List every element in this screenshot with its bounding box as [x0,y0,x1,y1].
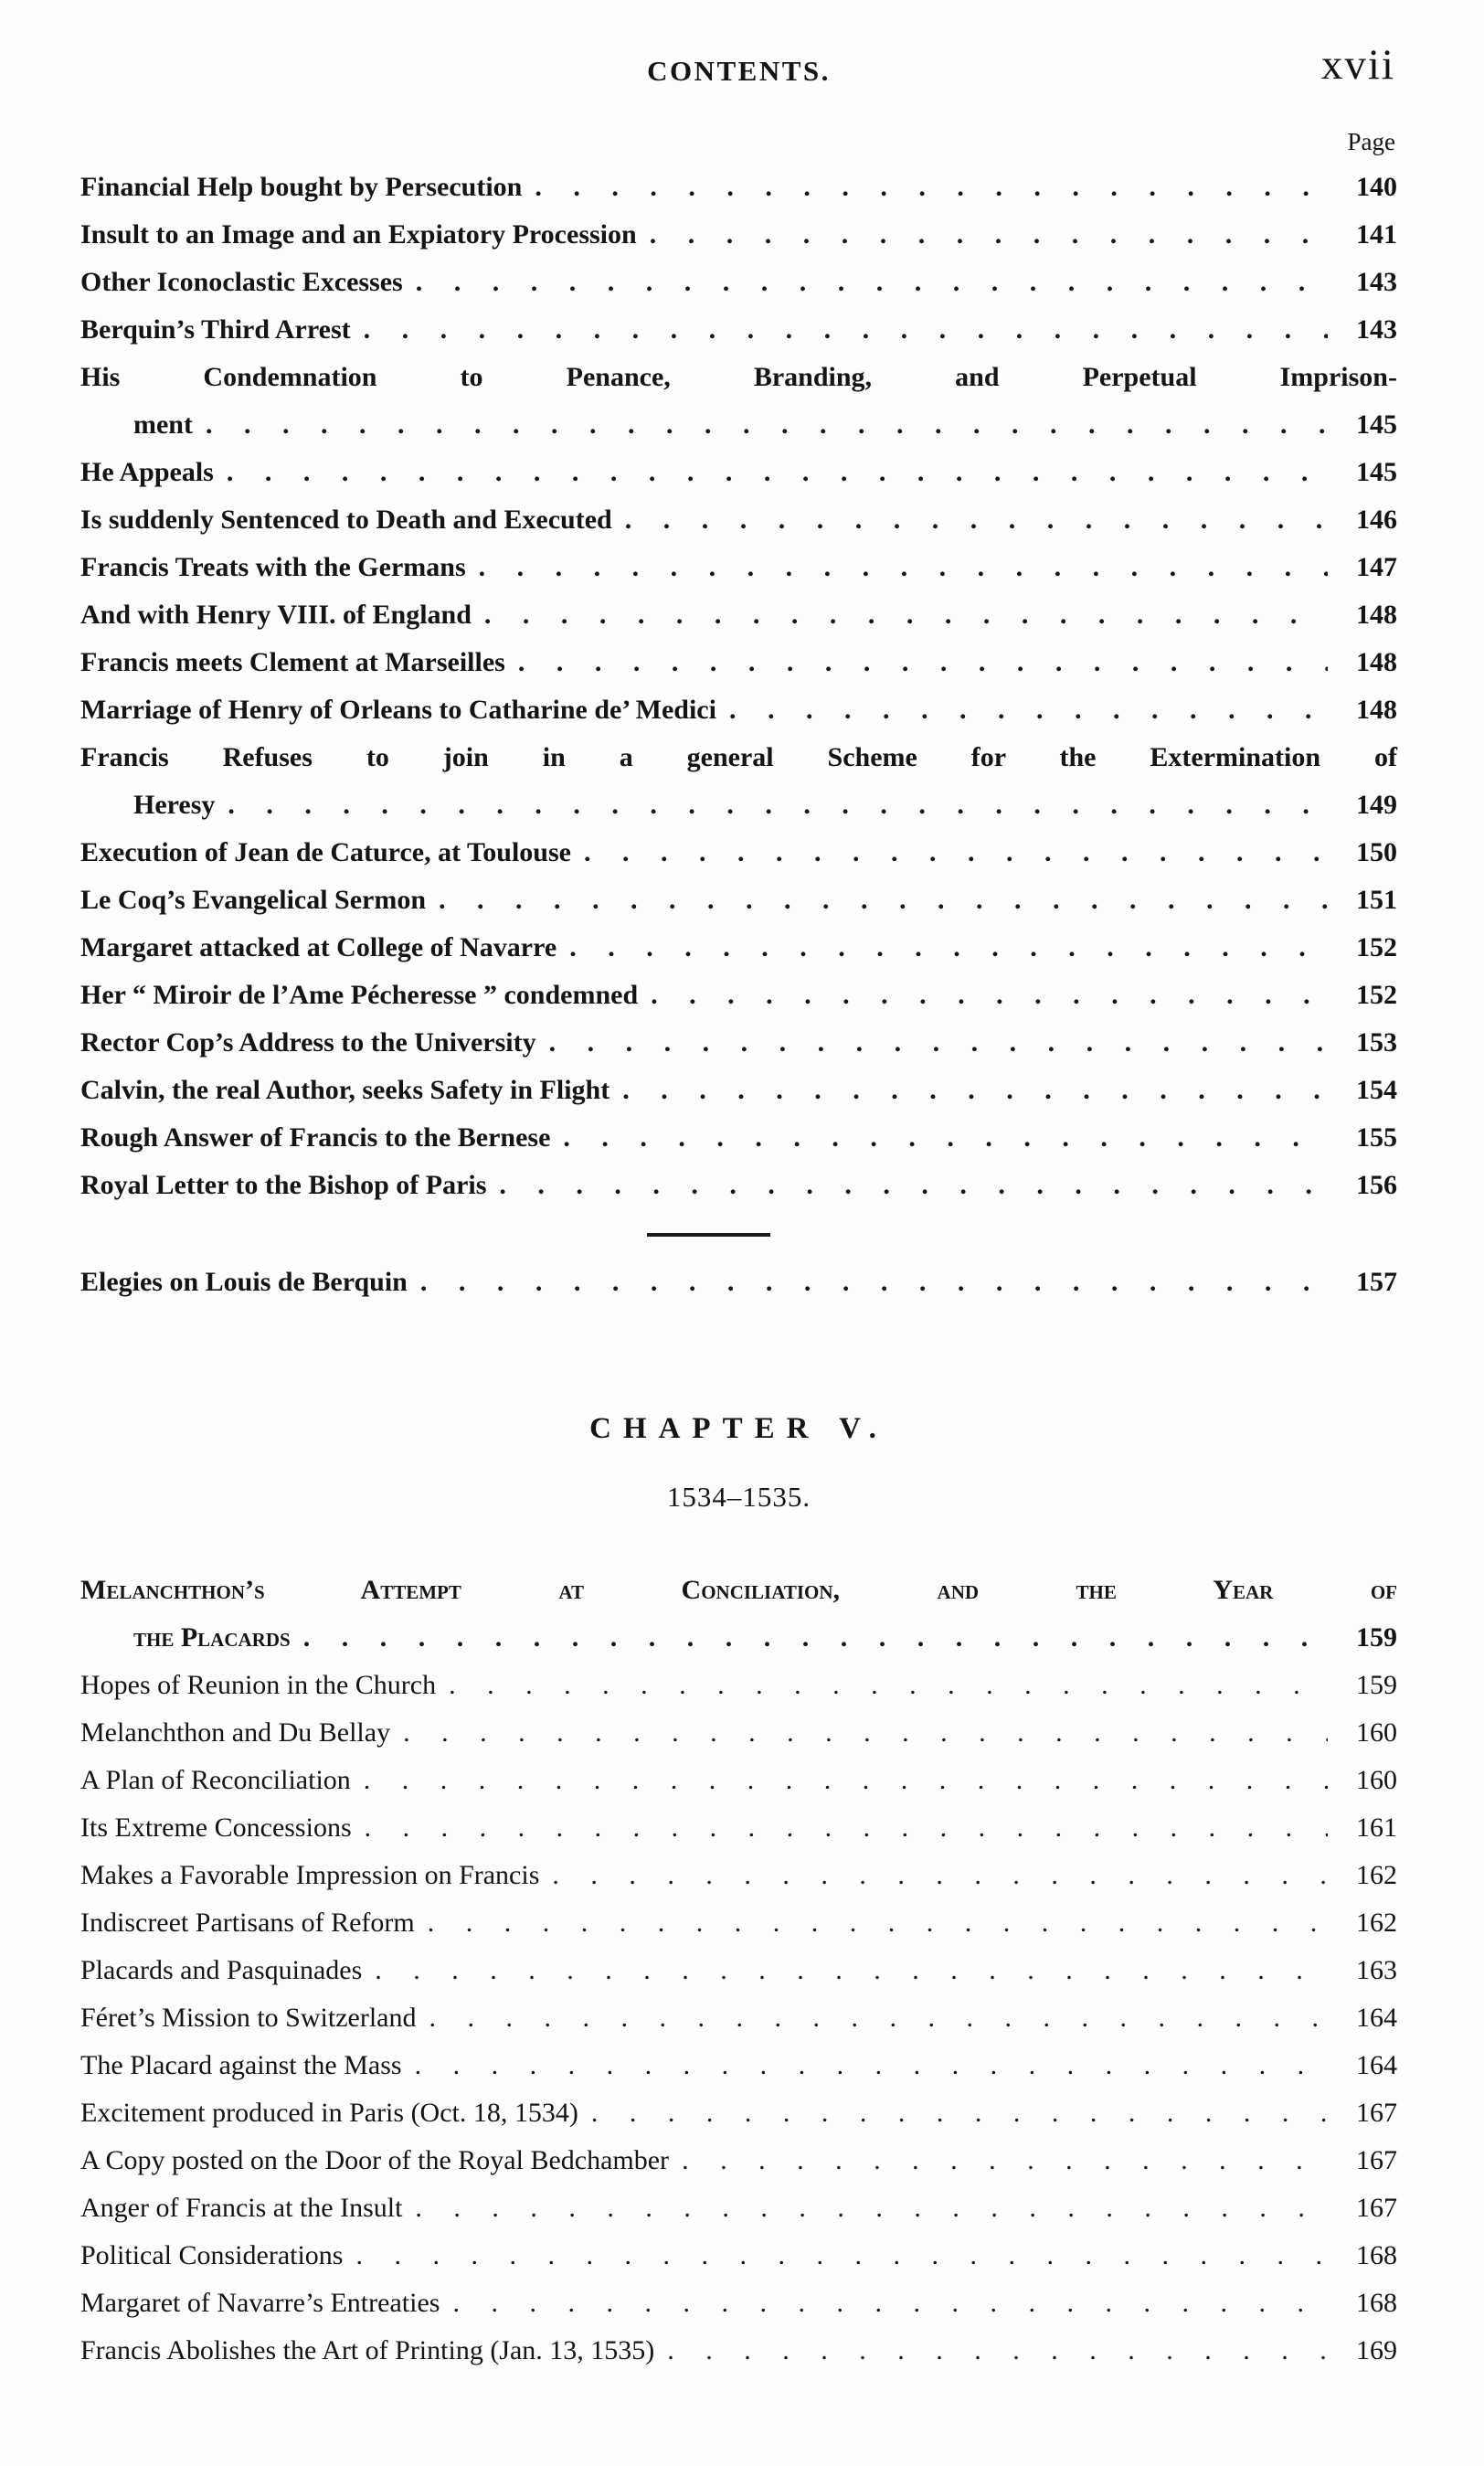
toc-entry-page: 159 [1356,1622,1397,1653]
dot-leader [539,1852,1328,1899]
toc-entry-row [80,449,1397,496]
toc-entry-text: A Plan of Reconciliation [80,1765,351,1795]
toc-entry-page: 149 [1356,790,1397,820]
toc-entry-row [80,1994,1397,2042]
toc-entry-page: 168 [1356,2288,1397,2318]
toc-entry-wrapped-line: Melanchthon’s Attempt at Conciliation, and the Year of [80,1575,1397,1605]
toc-entry-page: 145 [1356,409,1397,440]
dot-leader [402,2042,1328,2089]
toc-entry-page: 161 [1356,1812,1397,1843]
toc-entry-row [80,1947,1397,1994]
toc-entry-text: Francis meets Clement at Marseilles [80,647,505,677]
toc-entry-row [80,1259,1397,1306]
toc-entry-page: 148 [1356,695,1397,725]
page-column-label: Page [1347,128,1395,155]
dot-leader [440,2280,1328,2327]
toc-entry-page: 167 [1356,2098,1397,2128]
toc-entry-text: Le Coq’s Evangelical Sermon [80,885,427,915]
toc-entry-row [80,1804,1397,1852]
toc-entry-text: Calvin, the real Author, seeks Safety in Flight [80,1075,610,1105]
toc-entry-row [80,2184,1397,2232]
toc-entry-row [80,1614,1397,1662]
contents-title: CONTENTS. [647,55,831,87]
dot-leader [610,1067,1328,1114]
toc-entry-row [80,1019,1397,1067]
toc-entry-text: Is suddenly Sentenced to Death and Executed [80,505,612,535]
dot-leader [390,1709,1328,1757]
toc-section-chapter-5 [80,1567,1397,2375]
toc-entry-page: 152 [1356,980,1397,1010]
toc-entry-page: 145 [1356,457,1397,487]
toc-entry-page: 160 [1356,1765,1397,1795]
dot-leader [351,306,1328,354]
dot-leader [612,496,1328,544]
dot-leader [716,686,1328,734]
toc-entry-row [80,1852,1397,1899]
toc-entry-page: 162 [1356,1860,1397,1890]
toc-entry-text: Indiscreet Partisans of Reform [80,1908,415,1938]
dot-leader [193,401,1328,449]
dot-leader [536,1019,1328,1067]
dot-leader [637,211,1328,259]
toc-entry-text: Execution of Jean de Caturce, at Toulouse [80,837,571,867]
toc-entry-page: 147 [1356,552,1397,582]
dot-leader [472,591,1328,639]
toc-entry-page: 156 [1356,1170,1397,1200]
toc-entry-row [80,1114,1397,1162]
toc-entry-page: 163 [1356,1955,1397,1985]
dot-leader [556,924,1328,972]
dot-leader [352,1804,1328,1852]
toc-entry-row [80,211,1397,259]
toc-entry-text: Melanchthon and Du Bellay [80,1717,391,1748]
chapter-five-dates: 1534–1535. [666,1481,811,1513]
toc-entry-row [80,2280,1397,2327]
dot-leader [654,2327,1328,2375]
dot-leader [522,164,1328,211]
toc-entry-text: And with Henry VIII. of England [80,600,472,630]
toc-entry-text: Rough Answer of Francis to the Bernese [80,1122,551,1153]
toc-entry-row [80,2042,1397,2089]
dot-leader [466,544,1328,591]
chapter-five-heading: CHAPTER V. [589,1412,888,1445]
toc-entry-text: Anger of Francis at the Insult [80,2193,403,2223]
toc-entry-text: Francis Abolishes the Art of Printing (Jan. 13, 1535) [80,2335,655,2365]
dot-leader [403,259,1328,306]
dot-leader [486,1162,1328,1209]
toc-entry-row [80,2089,1397,2137]
toc-entry-text: Placards and Pasquinades [80,1955,363,1985]
toc-entry-text: Royal Letter to the Bishop of Paris [80,1170,487,1200]
toc-entry-row [80,781,1397,829]
toc-entry-text: Insult to an Image and an Expiatory Procession [80,219,637,250]
toc-entry-page: 143 [1356,314,1397,345]
toc-entry-text: Elegies on Louis de Berquin [80,1267,408,1297]
toc-entry-page: 154 [1356,1075,1397,1105]
toc-entry-text: the Placards [133,1622,291,1653]
toc-entry-text: Marriage of Henry of Orleans to Catharine de’ Medici [80,695,716,725]
toc-entry-text: Francis Treats with the Germans [80,552,466,582]
dot-leader [402,2184,1328,2232]
toc-entry-row [80,259,1397,306]
dot-leader [436,1662,1328,1709]
toc-entry-page: 159 [1356,1670,1397,1700]
toc-entry-row [80,639,1397,686]
toc-entry-page: 153 [1356,1027,1397,1058]
toc-entry-page: 167 [1356,2145,1397,2175]
dot-leader [571,829,1328,877]
toc-entry-row [80,686,1397,734]
dot-leader [416,1994,1328,2042]
dot-leader [343,2232,1328,2280]
dot-leader [669,2137,1328,2184]
toc-entry-row [80,1067,1397,1114]
toc-entry-text: Her “ Miroir de l’Ame Pécheresse ” condemned [80,980,639,1010]
dot-leader [415,1899,1328,1947]
toc-entry-text: Its Extreme Concessions [80,1812,352,1843]
toc-entry-page: 160 [1356,1717,1397,1748]
toc-entry-row [80,2137,1397,2184]
toc-entry-text: Other Iconoclastic Excesses [80,267,403,297]
toc-entry-text: Margaret attacked at College of Navarre [80,932,557,962]
dot-leader [215,781,1328,829]
folio-number: xvii [1320,41,1395,89]
toc-entry-text: Margaret of Navarre’s Entreaties [80,2288,440,2318]
toc-entry-row [80,591,1397,639]
toc-entry-row [80,164,1397,211]
toc-entry-row [80,401,1397,449]
toc-entry-wrapped-line: His Condemnation to Penance, Branding, and Perpetual Imprison- [80,362,1397,392]
toc-entry-text: The Placard against the Mass [80,2050,402,2080]
toc-entry-page: 157 [1356,1267,1397,1297]
dot-leader [505,639,1328,686]
toc-entry-text: He Appeals [80,457,214,487]
toc-entry-row [80,1757,1397,1804]
toc-entry-page: 164 [1356,2050,1397,2080]
toc-entry-page: 148 [1356,647,1397,677]
toc-entry-row [80,1162,1397,1209]
toc-entry-text: Makes a Favorable Impression on Francis [80,1860,540,1890]
toc-entry-page: 141 [1356,219,1397,250]
toc-entry-page: 164 [1356,2003,1397,2033]
toc-entry-page: 155 [1356,1122,1397,1153]
toc-entry-page: 143 [1356,267,1397,297]
toc-entry-page: 140 [1356,172,1397,202]
dot-leader [362,1947,1328,1994]
toc-entry-page: 151 [1356,885,1397,915]
dot-leader [578,2089,1328,2137]
toc-section-chapter-4-post-rule [80,1259,1397,1306]
toc-entry-row [80,972,1397,1019]
toc-entry-wrapped-line: Francis Refuses to join in a general Scheme for the Extermination of [80,742,1397,772]
toc-entry-text: Excitement produced in Paris (Oct. 18, 1534) [80,2098,578,2128]
toc-entry-row [80,1709,1397,1757]
toc-entry-row [80,877,1397,924]
toc-entry-text: A Copy posted on the Door of the Royal Bedchamber [80,2145,670,2175]
dot-leader [351,1757,1328,1804]
toc-entry-text: Hopes of Reunion in the Church [80,1670,437,1700]
dot-leader [638,972,1328,1019]
dot-leader [408,1259,1328,1306]
toc-entry-page: 169 [1356,2335,1397,2365]
toc-entry-row [80,306,1397,354]
toc-entry-page: 167 [1356,2193,1397,2223]
toc-entry-page: 168 [1356,2240,1397,2270]
toc-entry-row [80,496,1397,544]
toc-entry-row [80,2327,1397,2375]
dot-leader [550,1114,1328,1162]
dot-leader [291,1614,1328,1662]
toc-entry-page: 162 [1356,1908,1397,1938]
toc-entry-row [80,1899,1397,1947]
dot-leader [214,449,1328,496]
toc-entry-page: 152 [1356,932,1397,962]
dot-leader [426,877,1328,924]
toc-entry-page: 148 [1356,600,1397,630]
toc-entry-row [80,544,1397,591]
toc-entry-text: Féret’s Mission to Switzerland [80,2003,417,2033]
toc-entry-page: 146 [1356,505,1397,535]
toc-entry-row [80,1662,1397,1709]
toc-entry-text: Political Considerations [80,2240,344,2270]
toc-entry-row [80,2232,1397,2280]
toc-entry-text: Rector Cop’s Address to the University [80,1027,536,1058]
page-header [80,40,1397,104]
section-rule [647,1233,770,1237]
toc-entry-page: 150 [1356,837,1397,867]
toc-entry-text: ment [133,409,193,440]
toc-section-chapter-4 [80,164,1397,1209]
toc-entry-text: Heresy [133,790,216,820]
toc-entry-row [80,829,1397,877]
toc-entry-text: Berquin’s Third Arrest [80,314,351,345]
toc-entry-row [80,924,1397,972]
toc-entry-text: Financial Help bought by Persecution [80,172,523,202]
